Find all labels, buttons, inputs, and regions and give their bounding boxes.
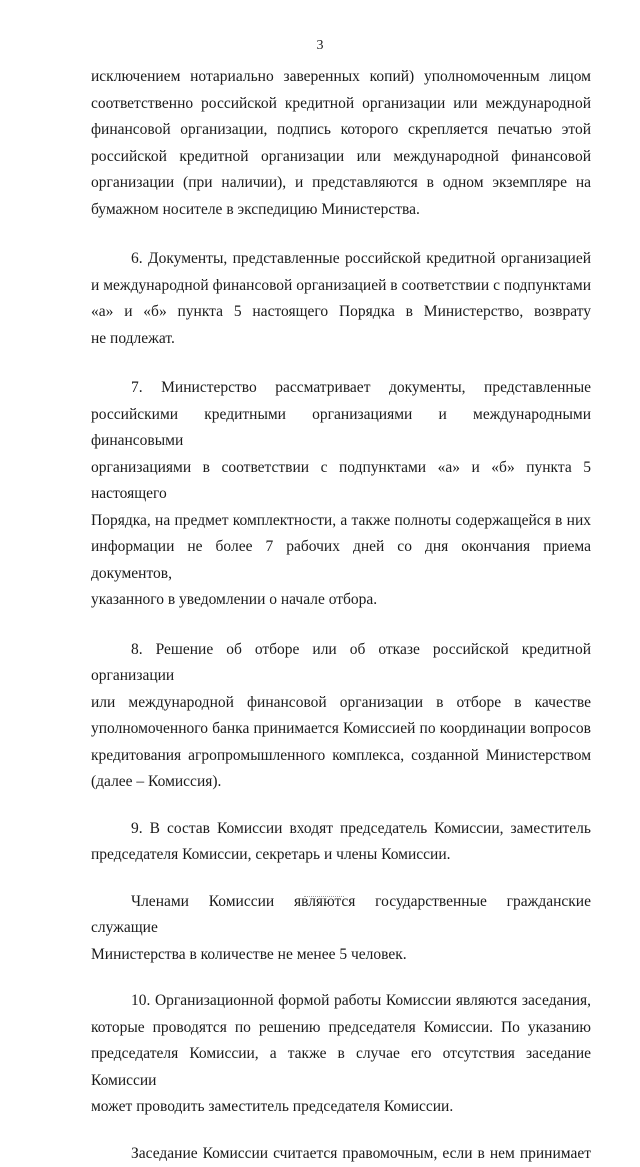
text-line: не подлежат. (91, 326, 591, 353)
text-line: уполномоченного банка принимается Комиссией по координации вопросов (91, 716, 591, 743)
text-line: соответственно российской кредитной организации или международной (91, 91, 591, 118)
text-line: или международной финансовой организации в отборе в качестве (91, 690, 591, 717)
paragraph-quorum-line: Заседание Комиссии считается правомочным, если в нем принимает (91, 1141, 591, 1167)
text-line: может проводить заместитель председателя Комиссии. (91, 1094, 591, 1121)
text-line: «а» и «б» пункта 5 настоящего Порядка в Министерство, возврату (91, 299, 591, 326)
paragraph-8-line: 8. Решение об отборе или об отказе российской кредитной организации (91, 637, 591, 690)
text-line: кредитования агропромышленного комплекса, созданной Министерством (91, 743, 591, 770)
text-line: российскими кредитными организациями и международными финансовыми (91, 402, 591, 455)
page-number: 3 (0, 38, 640, 54)
text-line: и международной финансовой организацией в соответствии с подпунктами (91, 273, 591, 300)
paragraph-7-line: 7. Министерство рассматривает документы, представленные (91, 375, 591, 402)
text-line: Министерства в количестве не менее 5 человек. (91, 942, 591, 969)
text-line: председателя Комиссии, а также в случае его отсутствия заседание Комиссии (91, 1041, 591, 1094)
text-line: которые проводятся по решению председателя Комиссии. По указанию (91, 1015, 591, 1042)
text-line: информации не более 7 рабочих дней со дня окончания приема документов, (91, 534, 591, 587)
paragraph-members-line: Членами Комиссии являются государственные гражданские служащие (91, 889, 591, 942)
text-line: финансовой организации, подпись которого скрепляется печатью этой (91, 117, 591, 144)
paragraph-9-line: 9. В состав Комиссии входят председатель Комиссии, заместитель (91, 816, 591, 843)
paragraph-6-line: 6. Документы, представленные российской кредитной организацией (91, 246, 591, 273)
text-line: организациями в соответствии с подпунктами «а» и «б» пункта 5 настоящего (91, 455, 591, 508)
document-body (91, 64, 591, 1167)
text-line: председателя Комиссии, секретарь и члены Комиссии. (91, 842, 591, 869)
text-line: бумажном носителе в экспедицию Министерства. (91, 197, 591, 224)
text-line: Порядка, на предмет комплектности, а также полноты содержащейся в них (91, 508, 591, 535)
text-line: указанного в уведомлении о начале отбора. (91, 587, 591, 614)
page-edge-mark (304, 896, 344, 899)
text-line: (далее – Комиссия). (91, 769, 591, 796)
text-line: российской кредитной организации или международной финансовой (91, 144, 591, 171)
paragraph-10-line: 10. Организационной формой работы Комиссии являются заседания, (91, 988, 591, 1015)
text-line: исключением нотариально заверенных копий) уполномоченным лицом (91, 64, 591, 91)
text-line: организации (при наличии), и представляются в одном экземпляре на (91, 170, 591, 197)
